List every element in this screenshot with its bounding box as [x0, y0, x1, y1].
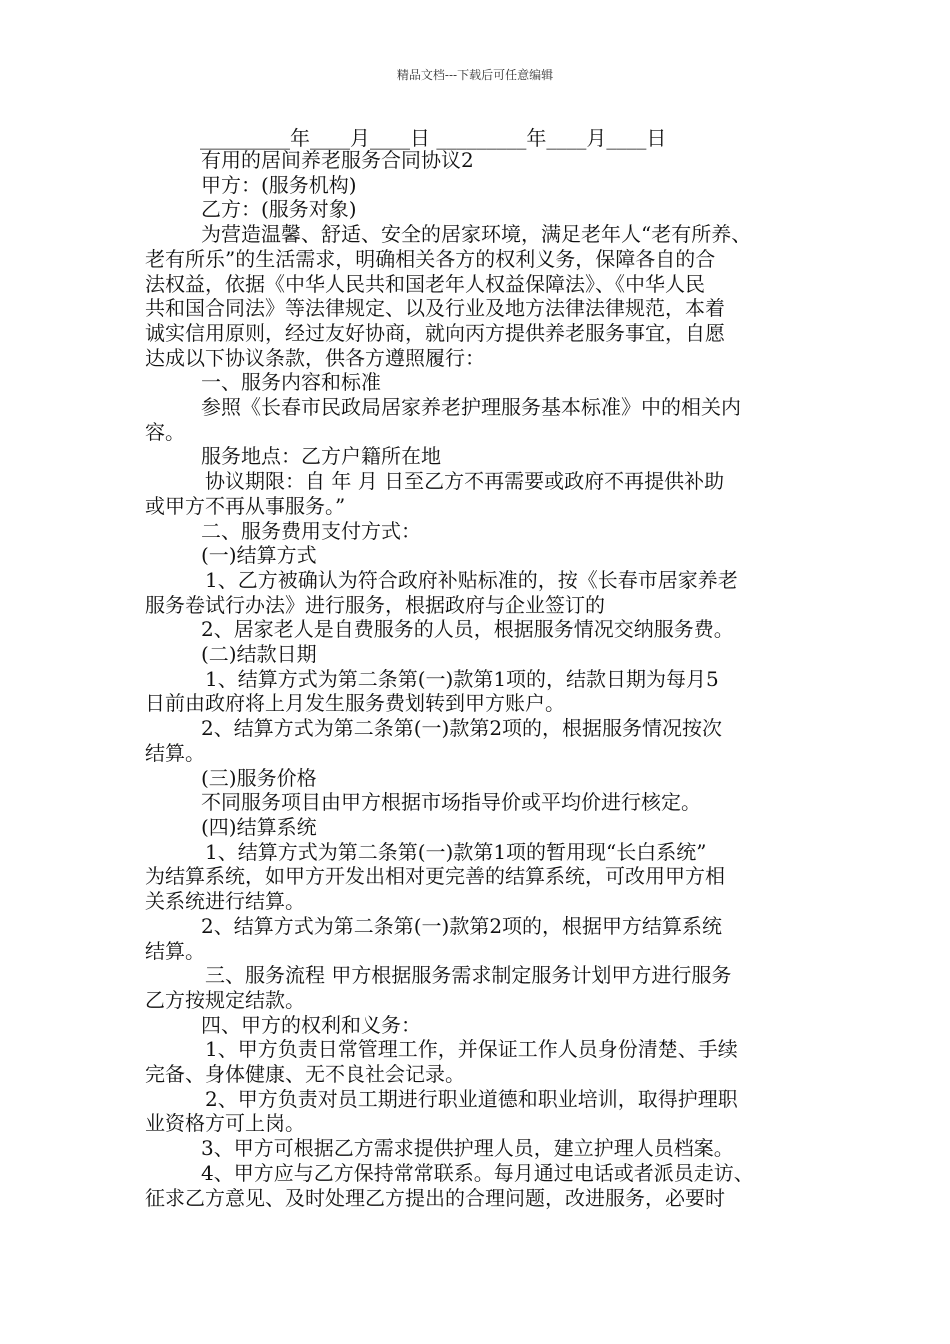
text-line: 关系统进行结算。: [145, 889, 305, 914]
text-line: (四)结算系统: [201, 814, 317, 839]
text-line: 3、甲方可根据乙方需求提供护理人员，建立护理人员档案。: [201, 1136, 734, 1161]
text-line: 老有所乐”的生活需求，明确相关各方的权利义务，保障各自的合: [145, 246, 716, 271]
text-line: 1、乙方被确认为符合政府补贴标准的，按《长春市居家养老: [205, 567, 738, 592]
text-line: 或甲方不再从事服务。”: [145, 493, 346, 518]
text-line: (三)服务价格: [201, 765, 317, 790]
text-line: 协议期限：自 年 月 日至乙方不再需要或政府不再提供补助: [205, 469, 725, 494]
text-line: 法权益，依据《中华人民共和国老年人权益保障法》、《中华人民: [145, 271, 705, 296]
text-line: 结算。: [145, 938, 205, 963]
text-line: 2、结算方式为第二条第(一)款第2项的，根据甲方结算系统: [201, 913, 723, 938]
text-line: 共和国合同法》等法律规定、以及行业及地方法律法律规范，本着: [145, 296, 725, 321]
page-header: 精品文档---下载后可任意编辑: [396, 68, 554, 82]
text-line: 乙方按规定结款。: [145, 987, 305, 1012]
text-line: 2、居家老人是自费服务的人员，根据服务情况交纳服务费。: [201, 617, 734, 642]
text-line: (一)结算方式: [201, 543, 317, 568]
text-line: 日前由政府将上月发生服务费划转到甲方账户。: [145, 691, 565, 716]
text-line: 结算。: [145, 740, 205, 765]
text-line: 有用的居间养老服务合同协议2: [201, 148, 474, 172]
text-line: 2、甲方负责对员工期进行职业道德和职业培训，取得护理职: [205, 1086, 738, 1111]
text-line: 4、甲方应与乙方保持常常联系。每月通过电话或者派员走访、: [201, 1160, 754, 1185]
date-line: _________年____月____日 _________年____月____日: [200, 126, 667, 150]
text-line: 1、结算方式为第二条第(一)款第1项的暂用现“长白系统”: [205, 839, 707, 864]
text-line: 1、结算方式为第二条第(一)款第1项的，结款日期为每月5: [205, 666, 719, 691]
text-line: 甲方：(服务机构): [201, 172, 357, 197]
text-line: 业资格方可上岗。: [145, 1111, 305, 1136]
text-line: 一、服务内容和标准: [201, 370, 381, 395]
text-line: 1、甲方负责日常管理工作，并保证工作人员身份清楚、手续: [205, 1037, 738, 1062]
text-line: 达成以下协议条款，供各方遵照履行：: [145, 345, 485, 370]
text-line: 参照《长春市民政局居家养老护理服务基本标准》中的相关内: [201, 395, 741, 420]
text-line: 乙方：(服务对象): [201, 197, 357, 222]
text-line: 服务地点：乙方户籍所在地: [201, 444, 441, 469]
text-line: 诚实信用原则，经过友好协商，就向丙方提供养老服务事宜，自愿: [145, 320, 725, 345]
text-line: 为结算系统，如甲方开发出相对更完善的结算系统，可改用甲方相: [145, 864, 725, 889]
text-line: 为营造温馨、舒适、安全的居家环境，满足老年人“老有所养、: [201, 222, 752, 247]
text-line: 二、服务费用支付方式：: [201, 518, 421, 543]
text-line: 服务卷试行办法》进行服务，根据政府与企业签订的: [145, 592, 605, 617]
text-line: 2、结算方式为第二条第(一)款第2项的，根据服务情况按次: [201, 716, 723, 741]
text-line: 完备、身体健康、无不良社会记录。: [145, 1062, 465, 1087]
text-line: (二)结款日期: [201, 642, 317, 667]
text-line: 征求乙方意见、及时处理乙方提出的合理问题，改进服务，必要时: [145, 1185, 725, 1210]
document-body: [145, 148, 810, 1210]
text-line: 不同服务项目由甲方根据市场指导价或平均价进行核定。: [201, 790, 701, 815]
text-line: 容。: [145, 419, 185, 444]
text-line: 四、甲方的权利和义务：: [201, 1012, 421, 1037]
text-line: 三、服务流程 甲方根据服务需求制定服务计划甲方进行服务: [205, 963, 732, 988]
